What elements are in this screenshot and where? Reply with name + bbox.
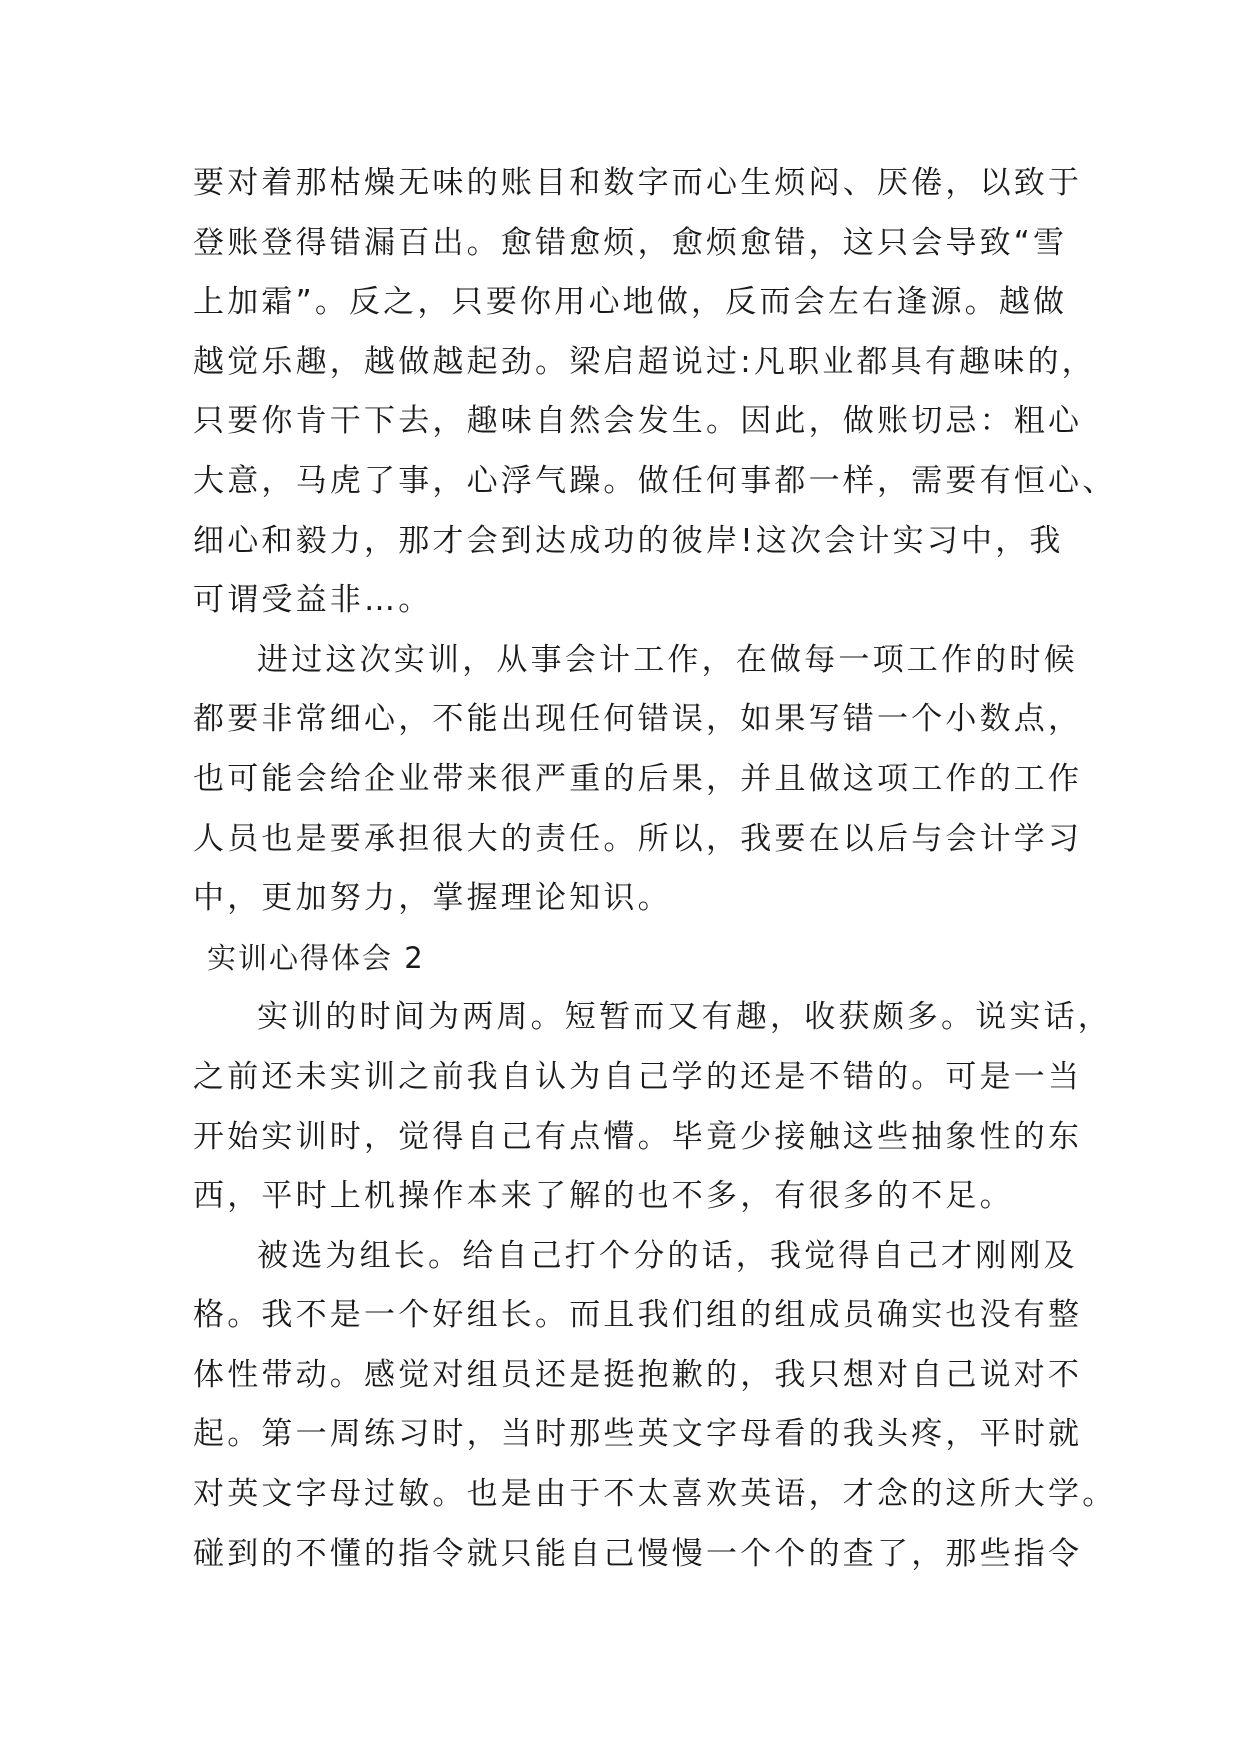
text-line-first: 进过这次实训，从事会计工作，在做每一项工作的时候 — [257, 641, 1078, 678]
text-line: 只要你肯干下去，趣味自然会发生。因此，做账切忌：粗心 — [193, 403, 1083, 440]
text-line: 开始实训时，觉得自己有点懵。毕竟少接触这些抽象性的东 — [193, 1118, 1083, 1155]
text-line: 中，更加努力，掌握理论知识。 — [193, 880, 672, 917]
text-line: 西，平时上机操作本来了解的也不多，有很多的不足。 — [193, 1178, 1014, 1215]
text-line: 要对着那枯燥无味的账目和数字而心生烦闷、厌倦，以致于 — [193, 165, 1083, 201]
text-line: 对英文字母过敏。也是由于不太喜欢英语，才念的这所大学。 — [193, 1476, 1117, 1513]
paragraph-continuation — [193, 154, 1117, 631]
text-line: 之前还未实训之前我自认为自己学的还是不错的。可是一当 — [193, 1058, 1083, 1095]
text-line: 细心和毅力，那才会到达成功的彼岸!这次会计实习中，我 — [193, 522, 1064, 559]
text-line-first: 实训的时间为两周。短暂而又有趣，收获颇多。说实话， — [257, 999, 1112, 1036]
text-line: 体性带动。感觉对组员还是挺抱歉的，我只想对自己说对不 — [193, 1356, 1083, 1393]
text-line: 都要非常细心，不能出现任何错误，如果写错一个小数点， — [193, 701, 1083, 738]
text-line: 上加霜”。反之，只要你用心地做，反而会左右逢源。越做 — [193, 284, 1068, 321]
text-line: 越觉乐趣，越做越起劲。梁启超说过:凡职业都具有趣味的， — [193, 343, 1096, 380]
paragraph — [193, 631, 1083, 929]
text-line: 起。第一周练习时，当时那些英文字母看的我头疼，平时就 — [193, 1416, 1083, 1453]
text-line: 也可能会给企业带来很严重的后果，并且做这项工作的工作 — [193, 760, 1083, 797]
text-line: 碰到的不懂的指令就只能自己慢慢一个个的查了，那些指令 — [193, 1535, 1083, 1572]
section-heading: 实训心得体会 2 — [207, 940, 425, 975]
text-line: 人员也是要承担很大的责任。所以，我要在以后与会计学习 — [193, 820, 1083, 857]
text-line: 登账登得错漏百出。愈错愈烦，愈烦愈错，这只会导致“雪 — [193, 224, 1068, 261]
document-body — [193, 154, 1117, 1584]
paragraph — [193, 988, 1112, 1226]
paragraph — [193, 1227, 1117, 1585]
text-line: 格。我不是一个好组长。而且我们组的组成员确实也没有整 — [193, 1297, 1083, 1334]
text-line-first: 被选为组长。给自己打个分的话，我觉得自己才刚刚及 — [257, 1237, 1078, 1274]
text-line: 大意，马虎了事，心浮气躁。做任何事都一样，需要有恒心、 — [193, 462, 1117, 499]
text-line: 可谓受益非…。 — [193, 582, 433, 619]
